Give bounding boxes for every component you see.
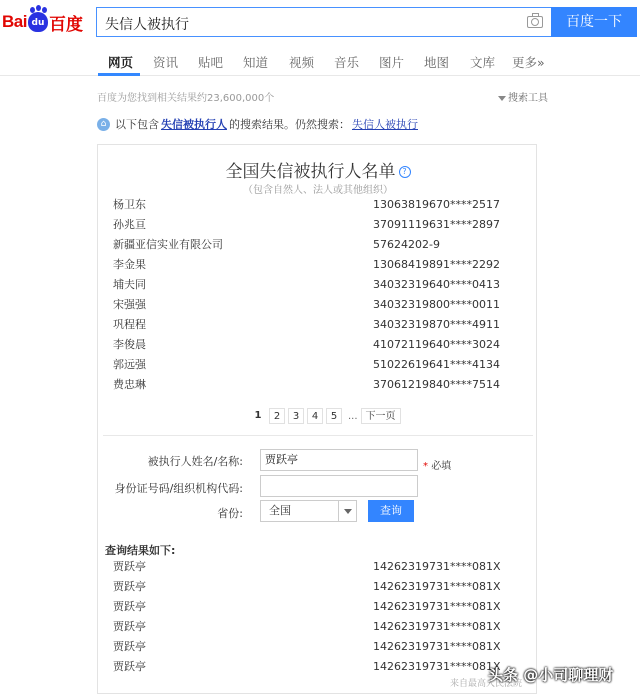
person-id: 37061219840****7514 [373, 378, 500, 391]
required-note [423, 457, 451, 472]
province-label: 省份: [217, 507, 243, 520]
list-item[interactable] [113, 355, 528, 375]
list-item[interactable] [113, 315, 528, 335]
page-ellipsis: ... [348, 410, 358, 422]
notice-keyword-link[interactable]: 失信被执行人 [161, 118, 227, 131]
search-input[interactable] [96, 7, 551, 37]
result-id: 14262319731****081X [373, 660, 501, 673]
person-id: 13068419891****2292 [373, 258, 500, 271]
watermark: 头条 @小司聊理财 [488, 666, 614, 684]
tab-news[interactable]: 资讯 [153, 55, 179, 70]
list-item[interactable] [113, 597, 528, 617]
result-name: 贾跃亭 [113, 640, 146, 653]
result-id: 14262319731****081X [373, 640, 501, 653]
list-item[interactable] [113, 617, 528, 637]
person-id: 34032319870****4911 [373, 318, 500, 331]
tab-map[interactable]: 地图 [424, 55, 450, 70]
list-item[interactable] [113, 295, 528, 315]
person-name: 巩程程 [113, 318, 146, 331]
card-title-text: 全国失信被执行人名单 [225, 162, 396, 182]
person-name: 郭远强 [113, 358, 146, 371]
list-item[interactable] [113, 557, 528, 577]
person-id: 51022619641****4134 [373, 358, 500, 371]
result-name: 贾跃亭 [113, 580, 146, 593]
list-item[interactable] [113, 657, 528, 677]
person-name: 李金果 [113, 258, 146, 271]
tab-web[interactable]: 网页 [108, 55, 134, 70]
list-item[interactable] [113, 577, 528, 597]
logo-bai-text: Bai [2, 12, 27, 31]
list-item[interactable] [113, 215, 528, 235]
header [0, 0, 640, 46]
tab-wenku[interactable]: 文库 [470, 55, 496, 70]
tab-more[interactable]: 更多» [512, 55, 545, 70]
page-2[interactable]: 2 [269, 408, 285, 424]
chevron-down-icon[interactable] [338, 501, 356, 521]
result-id: 14262319731****081X [373, 560, 501, 573]
name-field[interactable]: 贾跃亭 [260, 449, 418, 471]
list-item[interactable] [113, 375, 528, 395]
page-1: 1 [254, 410, 262, 421]
result-name: 贾跃亭 [113, 600, 146, 613]
list-item[interactable] [113, 335, 528, 355]
required-text: 必填 [431, 461, 452, 472]
results-heading: 查询结果如下: [105, 544, 176, 557]
active-tab-indicator [98, 73, 140, 76]
person-id: 37091119631****2897 [373, 218, 500, 231]
person-id: 57624202-9 [373, 238, 440, 251]
list-item[interactable] [113, 235, 528, 255]
spelling-notice [97, 116, 418, 132]
card-subtitle: （包含自然人、法人或其他组织） [243, 185, 393, 196]
result-id: 14262319731****081X [373, 580, 501, 593]
dishonest-list-card [97, 144, 537, 694]
person-id: 34032319800****0011 [373, 298, 500, 311]
list-item[interactable] [113, 637, 528, 657]
results-list [113, 557, 528, 677]
list-item[interactable] [113, 255, 528, 275]
search-button[interactable]: 百度一下 [551, 7, 637, 37]
logo-baidu-cn-text: 百度 [48, 14, 83, 35]
tab-zhidao[interactable]: 知道 [243, 55, 269, 70]
notice-alt-query-link[interactable]: 失信人被执行 [352, 118, 418, 131]
search-tabs [0, 46, 640, 76]
search-tools-button[interactable] [498, 89, 548, 104]
person-name: 李俊晨 [113, 338, 146, 351]
filter-icon [498, 96, 506, 101]
person-name: 费忠琳 [113, 378, 146, 391]
next-page-button[interactable]: 下一页 [361, 408, 401, 424]
list-item[interactable] [113, 275, 528, 295]
person-name: 埔夫同 [113, 278, 146, 291]
result-count: 百度为您找到相关结果约23,600,000个 [97, 93, 275, 104]
tab-video[interactable]: 视频 [289, 55, 315, 70]
tab-music[interactable]: 音乐 [334, 55, 360, 70]
person-id: 41072119640****3024 [373, 338, 500, 351]
page-5[interactable]: 5 [326, 408, 342, 424]
card-title [98, 157, 538, 182]
camera-icon[interactable] [527, 16, 543, 28]
tab-tieba[interactable]: 贴吧 [198, 55, 224, 70]
person-name: 新疆亚信实业有限公司 [113, 238, 223, 251]
page-3[interactable]: 3 [288, 408, 304, 424]
list-item[interactable] [113, 195, 528, 215]
person-id: 13063819670****2517 [373, 198, 500, 211]
page-4[interactable]: 4 [307, 408, 323, 424]
id-field-label: 身份证号码/组织机构代码: [114, 482, 243, 495]
result-id: 14262319731****081X [373, 600, 501, 613]
info-icon: ⌂ [97, 118, 110, 131]
divider [103, 435, 533, 436]
query-button[interactable]: 查询 [368, 500, 414, 522]
person-name: 孙兆亘 [113, 218, 146, 231]
tab-images[interactable]: 图片 [379, 55, 405, 70]
notice-prefix: 以下包含 [115, 118, 159, 131]
person-name: 宋强强 [113, 298, 146, 311]
help-icon[interactable]: ? [399, 166, 411, 178]
province-select[interactable] [260, 500, 357, 522]
person-name: 杨卫东 [113, 198, 146, 211]
person-id: 34032319640****0413 [373, 278, 500, 291]
name-field-label: 被执行人姓名/名称: [147, 455, 243, 468]
pagination [250, 408, 401, 424]
result-name: 贾跃亭 [113, 560, 146, 573]
baidu-logo[interactable] [2, 6, 92, 38]
paw-icon: du [28, 12, 48, 32]
result-id: 14262319731****081X [373, 620, 501, 633]
id-field[interactable] [260, 475, 418, 497]
person-list [113, 195, 528, 395]
source-footer: 来自最高人民法院 [450, 679, 523, 689]
notice-middle: 的搜索结果。仍然搜索： [229, 118, 350, 131]
province-value: 全国 [269, 504, 291, 517]
result-name: 贾跃亭 [113, 660, 146, 673]
search-query: 失信人被执行 [105, 17, 189, 33]
result-name: 贾跃亭 [113, 620, 146, 633]
search-tools-label: 搜索工具 [508, 93, 548, 104]
required-star: * [423, 461, 428, 472]
